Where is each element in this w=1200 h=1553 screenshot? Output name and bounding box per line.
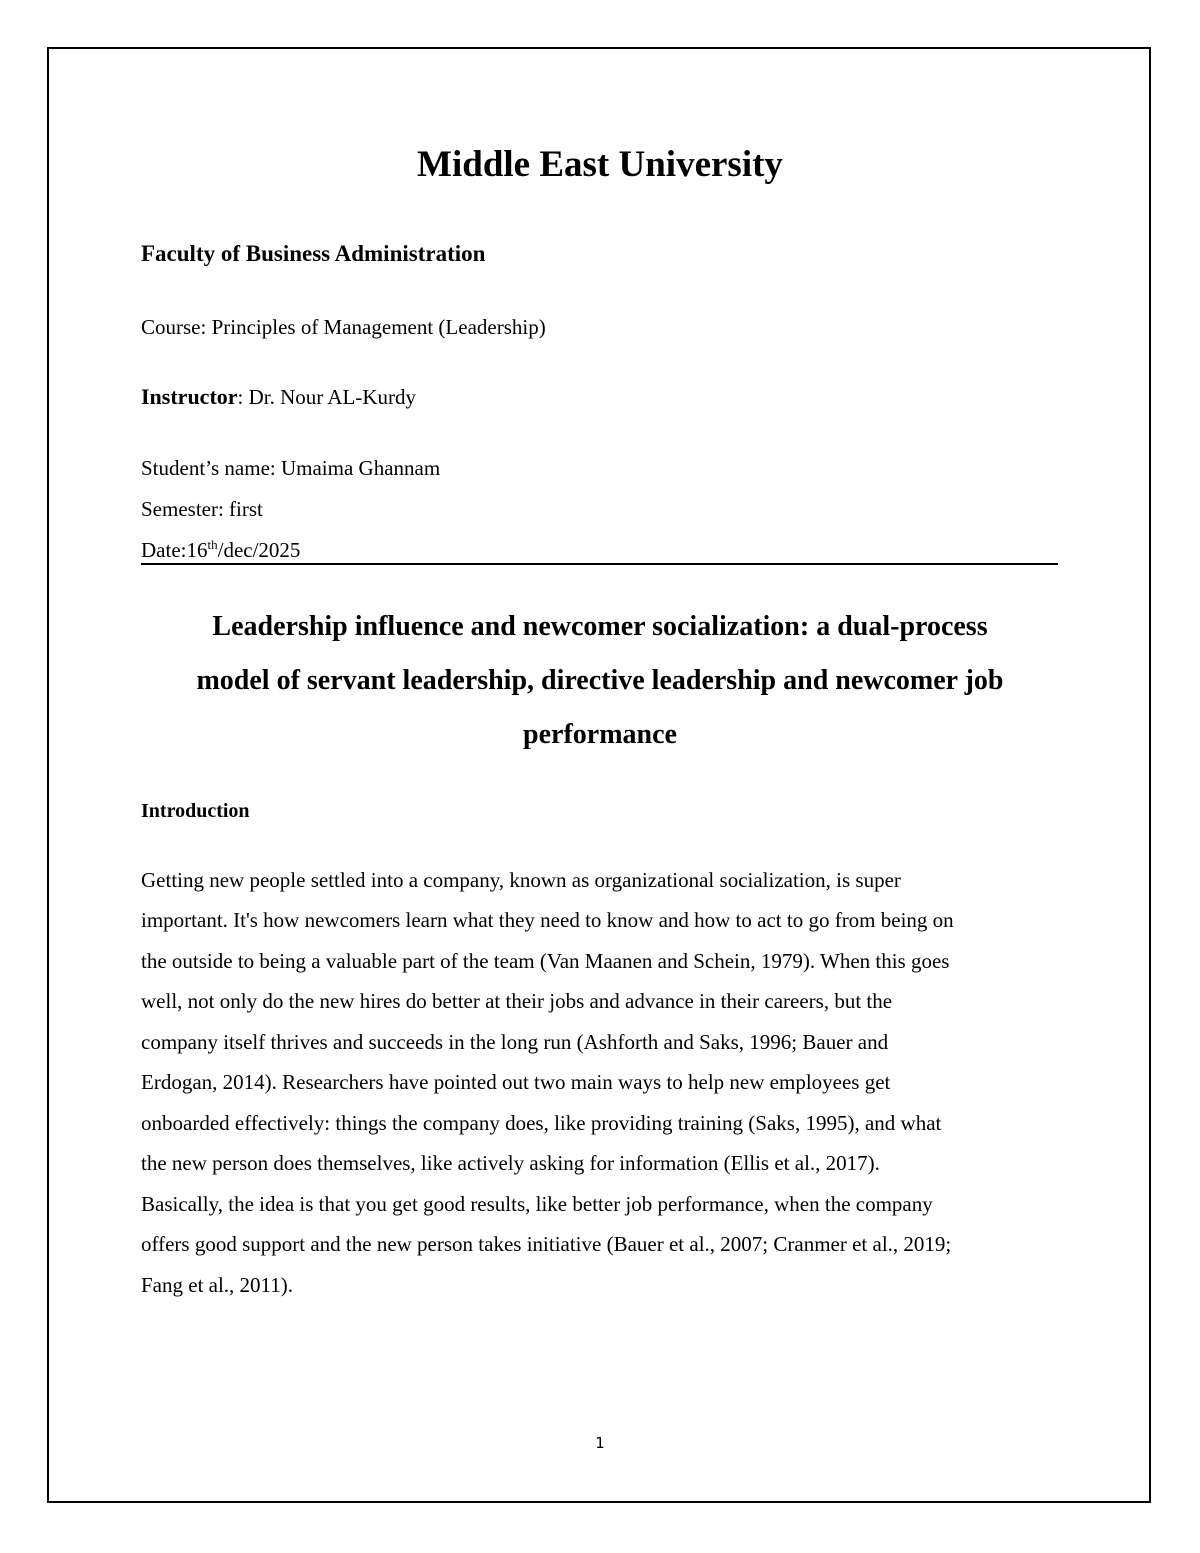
paragraph-line: Getting new people settled into a company, known as organizational socialization, is super	[141, 868, 901, 892]
instructor-label: Instructor	[141, 384, 238, 409]
paragraph-line: important. It's how newcomers learn what they need to know and how to act to go from being on	[141, 908, 954, 932]
paper-title-line: model of servant leadership, directive leadership and newcomer job	[196, 665, 1004, 696]
student-name-line: Student’s name: Umaima Ghannam	[141, 456, 441, 480]
paragraph-line: Basically, the idea is that you get good results, like better job performance, when the company	[141, 1192, 933, 1216]
section-heading-introduction: Introduction	[141, 800, 250, 822]
paragraph-line: offers good support and the new person takes initiative (Bauer et al., 2007; Cranmer et al., 2019;	[141, 1232, 952, 1256]
paragraph-line: company itself thrives and succeeds in the long run (Ashforth and Saks, 1996; Bauer and	[141, 1030, 889, 1054]
date-prefix: Date:16	[141, 538, 208, 562]
paragraph-line: onboarded effectively: things the company does, like providing training (Saks, 1995), and what	[141, 1111, 942, 1135]
university-name: Middle East University	[417, 144, 783, 185]
paragraph-line: the outside to being a valuable part of the team (Van Maanen and Schein, 1979). When this goes	[141, 949, 950, 973]
paragraph-line: well, not only do the new hires do better at their jobs and advance in their careers, but the	[141, 989, 893, 1013]
page-number: 1	[595, 1434, 605, 1452]
paper-title-line: Leadership influence and newcomer socialization: a dual-process	[212, 611, 988, 642]
course-line: Course: Principles of Management (Leadership)	[141, 315, 546, 339]
faculty-name: Faculty of Business Administration	[141, 241, 486, 266]
instructor-value: : Dr. Nour AL-Kurdy	[237, 385, 417, 409]
date-line	[141, 536, 300, 564]
paper-title-line: performance	[523, 719, 677, 750]
semester-line: Semester: first	[141, 497, 263, 521]
paragraph-line: Erdogan, 2014). Researchers have pointed out two main ways to help new employees get	[141, 1070, 891, 1094]
date-ordinal: th	[207, 537, 218, 552]
header-divider	[141, 563, 1058, 565]
date-suffix: /dec/2025	[217, 538, 301, 562]
paper-title	[120, 600, 1080, 762]
instructor-line	[141, 383, 416, 411]
paragraph-line: the new person does themselves, like actively asking for information (Ellis et al., 2017).	[141, 1151, 880, 1175]
paragraph-line: Fang et al., 2011).	[141, 1273, 294, 1297]
